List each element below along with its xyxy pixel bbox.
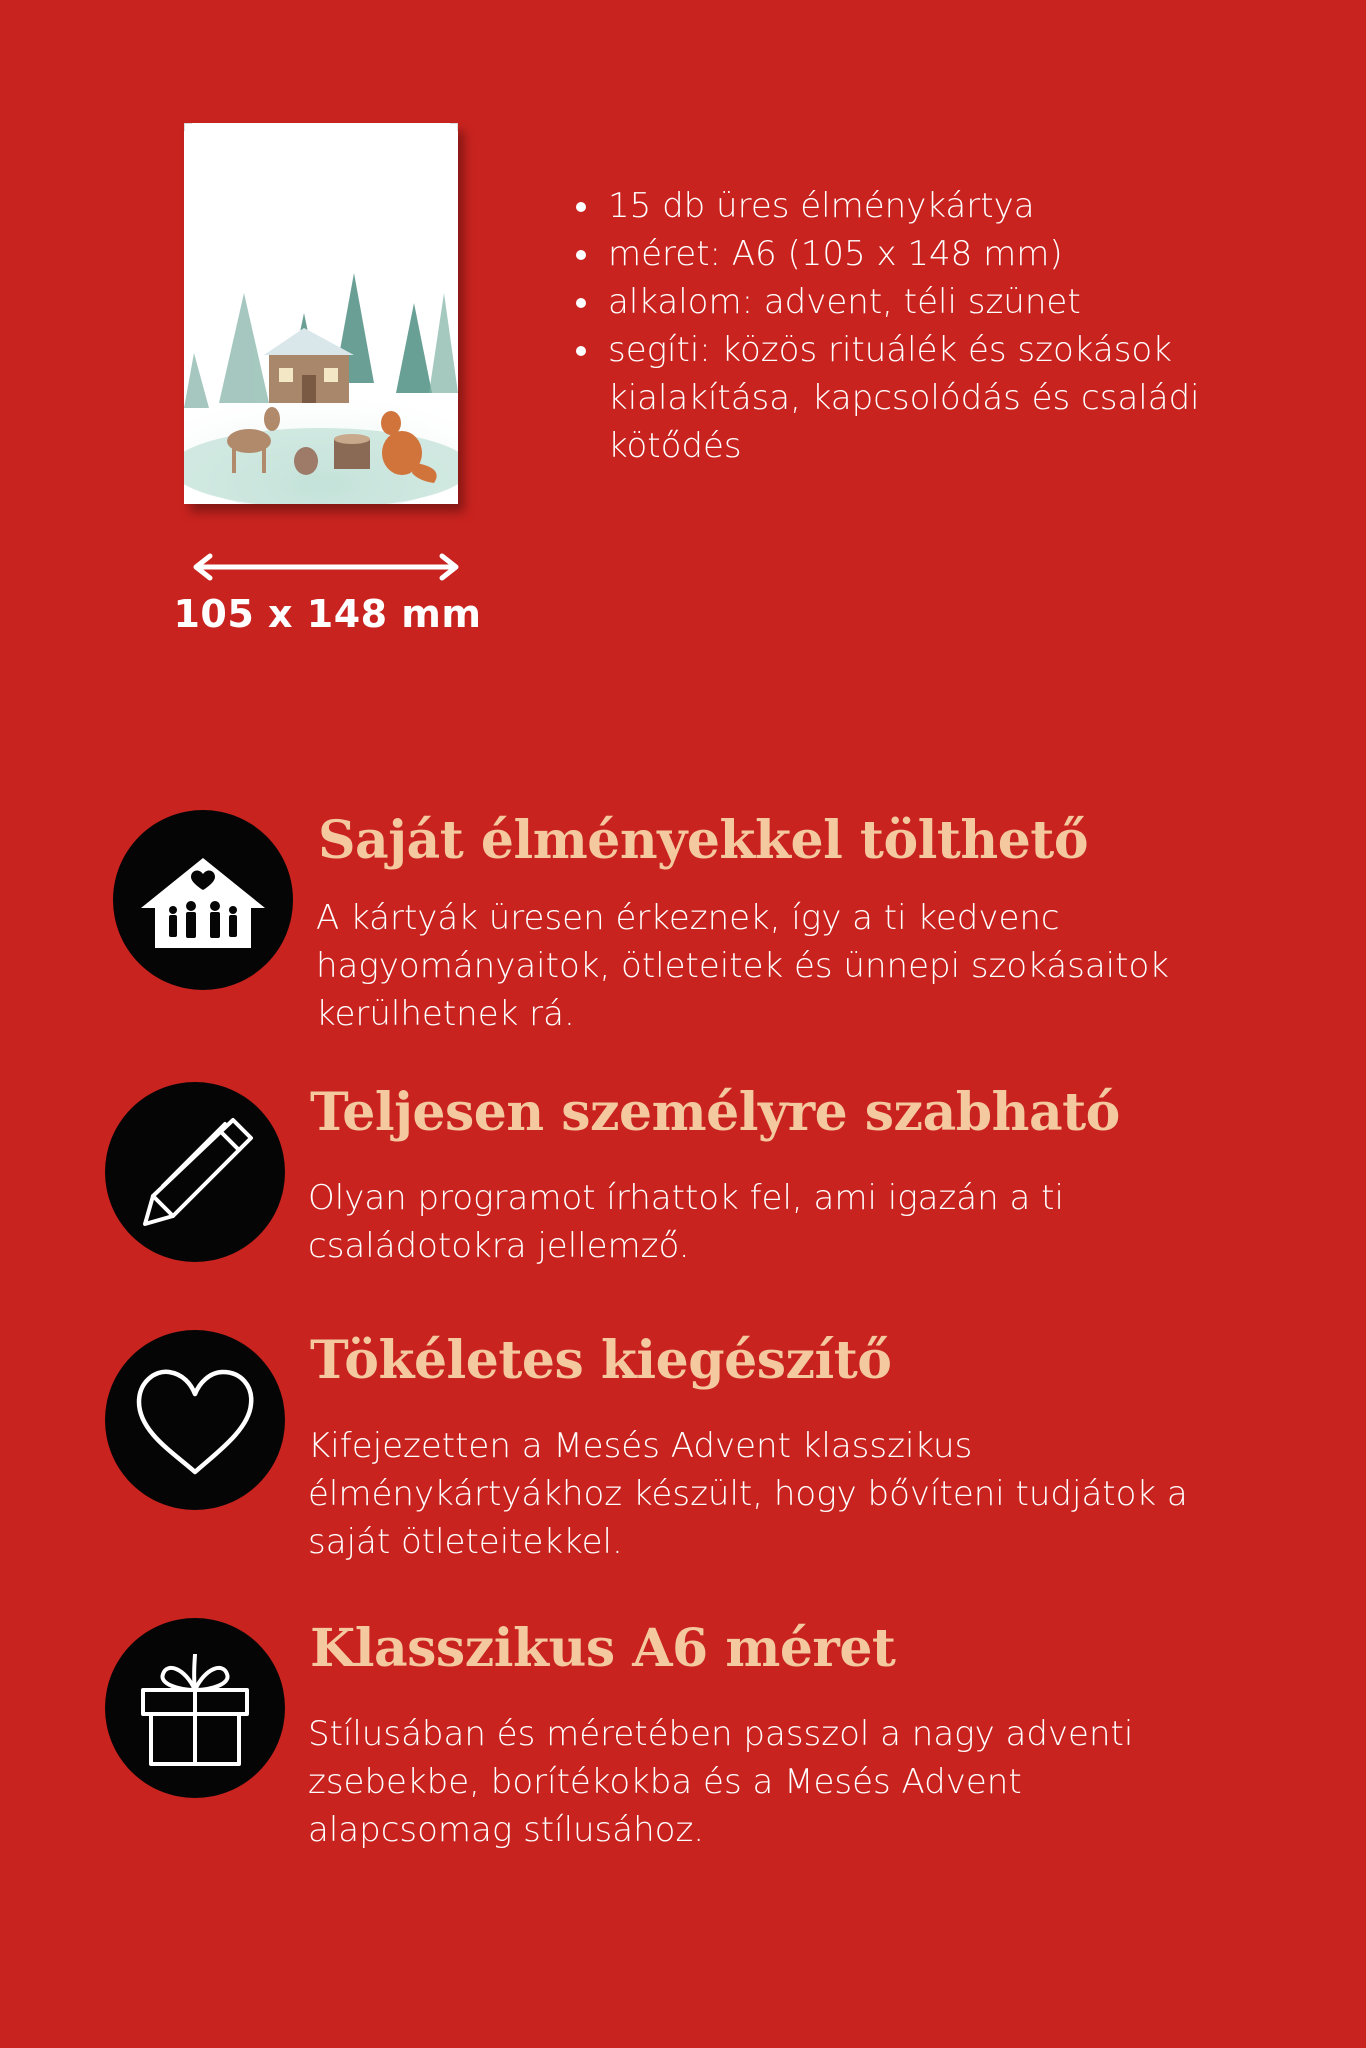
feature-text: Stílusában és méretében passzol a nagy adventi zsebekbe, borítékokba és a Mesés Advent alapcsomag stílusához. <box>308 1714 1134 1850</box>
spec-item: alkalom: advent, téli szünet <box>572 278 1312 326</box>
spec-list <box>572 182 1312 470</box>
heart-icon <box>105 1330 285 1510</box>
feature-text: Kifejezetten a Mesés Advent klasszikus élménykártyákhoz készült, hogy bővíteni tudjátok a saját ötleteitekkel. <box>308 1426 1188 1562</box>
product-card-image <box>184 123 458 504</box>
size-label: 105 x 148 mm <box>173 592 482 636</box>
feature-text: Olyan programot írhattok fel, ami igazán a ti családotokra jellemző. <box>308 1178 1064 1266</box>
gift-icon <box>105 1618 285 1798</box>
double-arrow-icon <box>188 552 464 582</box>
pencil-icon <box>105 1082 285 1262</box>
feature-title: Teljesen személyre szabható <box>310 1082 1120 1143</box>
spec-item: segíti: közös rituálék és szokások kialakítása, kapcsolódás és családi kötődés <box>572 326 1312 470</box>
spec-item: méret: A6 (105 x 148 mm) <box>572 230 1312 278</box>
feature-title: Klasszikus A6 méret <box>310 1618 896 1679</box>
feature-text: A kártyák üresen érkeznek, így a ti kedvenc hagyományaitok, ötleteitek és ünnepi szokásaitok kerülhetnek rá. <box>316 898 1169 1034</box>
spec-item: 15 db üres élménykártya <box>572 182 1312 230</box>
feature-title: Tökéletes kiegészítő <box>310 1330 892 1391</box>
winter-forest-illustration <box>184 123 458 504</box>
feature-title: Saját élményekkel tölthető <box>318 810 1088 871</box>
family-home-icon <box>113 810 293 990</box>
